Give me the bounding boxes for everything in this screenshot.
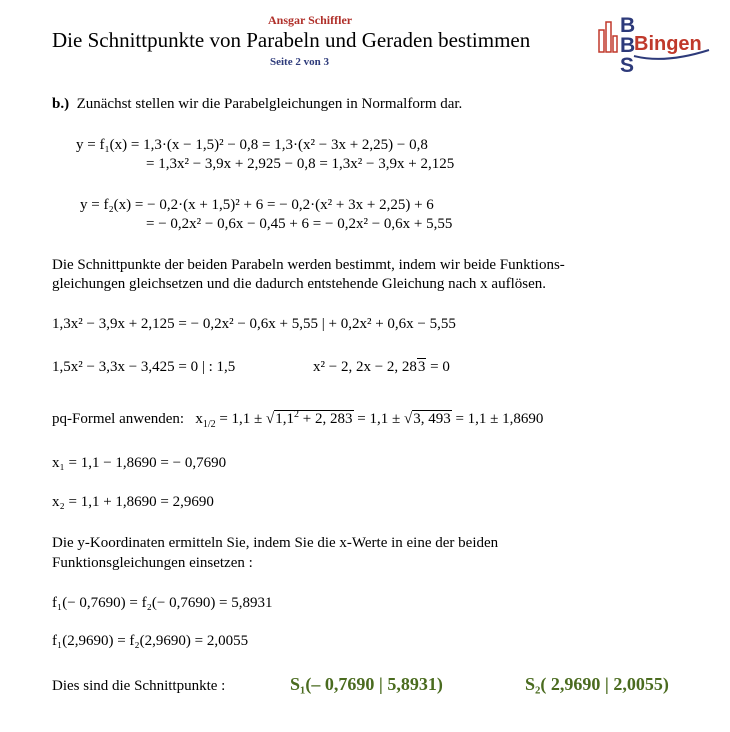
- eq-norm-b-repeat: 3: [417, 359, 426, 375]
- equation-set-equal: 1,3x² − 3,9x + 2,125 = − 0,2x² − 0,6x + 5,55 | + 0,2x² + 0,6x − 5,55: [52, 316, 456, 332]
- pq-radicand-1: [274, 410, 353, 427]
- para2-line2: Funktionsgleichungen einsetzen :: [52, 555, 253, 571]
- pq-eq3: = 1,1 ± 1,8690: [451, 411, 544, 427]
- pq-sub: 1/2: [202, 419, 216, 430]
- para1-line2: gleichungen gleichsetzen und die dadurch entstehende Gleichung nach x auflösen.: [52, 276, 546, 292]
- pq-rad1-sup: 2: [294, 409, 300, 420]
- equation-normalized-b: [313, 359, 450, 376]
- intro-text: Zunächst stellen wir die Parabelgleichungen in Normalform dar.: [76, 96, 463, 112]
- pq-line: pq-Formel anwenden: $x_{1/2} = 1,1 \pm √1,1^2 + 2$, 283 = 1,1 ± √3, 493 = 1,1 ± 1,8690: [52, 409, 544, 430]
- x1-solution: x₁ = 1,1 − 1,8690 = − 0,7690: [52, 455, 227, 471]
- logo-letter-b2: B: [620, 34, 636, 57]
- logo-letter-s: S: [620, 54, 635, 74]
- intro-line: [52, 96, 462, 113]
- f2-line1: y = f₂(x) = − 0,2·(x + 1,5)² + 6 = − 0,2·(x² + 3x + 2,25) + 6: [80, 197, 434, 213]
- pq-rad2-rep: 3: [443, 411, 451, 427]
- section-label: b.): [52, 96, 70, 112]
- result-label: Dies sind die Schnittpunkte :: [52, 678, 226, 694]
- intersection-point-s2: S₂( 2,9690 | 2,0055): [525, 674, 669, 694]
- pq-rad1-a: 1,1: [275, 411, 295, 427]
- eq-norm-b-prefix: x² − 2, 2x − 2, 28: [313, 359, 417, 375]
- x2-solution: x₂ = 1,1 + 1,8690 = 2,9690: [52, 494, 214, 510]
- page-title: Die Schnittpunkte von Parabeln und Geraden bestimmen: [52, 28, 531, 52]
- logo-bingen: Bingen: [634, 33, 702, 55]
- equation-normalized-a: 1,5x² − 3,3x − 3,425 = 0 | : 1,5: [52, 359, 236, 375]
- f1-line2: = 1,3x² − 3,9x + 2,925 − 0,8 = 1,3x² − 3,9x + 2,125: [146, 156, 455, 172]
- para1-line1: Die Schnittpunkte der beiden Parabeln werden bestimmt, indem wir beide Funktions-: [52, 257, 565, 273]
- page-number: Seite 2 von 3: [270, 56, 329, 68]
- logo-letter-b1: B: [620, 14, 636, 37]
- para2-line1: Die y-Koordinaten ermitteln Sie, indem Sie die x-Werte in eine der beiden: [52, 535, 499, 551]
- y2-value: f₁(2,9690) = f₂(2,9690) = 2,0055: [52, 633, 249, 649]
- pq-rad1-rep: 3: [345, 411, 353, 427]
- pq-rad2-a: 3, 49: [413, 411, 444, 427]
- intersection-point-s1: S₁(– 0,7690 | 5,8931): [290, 674, 443, 694]
- pq-label: pq-Formel anwenden:: [52, 411, 185, 427]
- pq-eq2: = 1,1 ±: [353, 411, 404, 427]
- y1-value: f₁(− 0,7690) = f₂(− 0,7690) = 5,8931: [52, 595, 273, 611]
- pq-radicand-2: [412, 410, 452, 427]
- f2-line2: = − 0,2x² − 0,6x − 0,45 + 6 = − 0,2x² − 0,6x + 5,55: [146, 216, 453, 232]
- pq-rad1-b: + 2, 28: [299, 411, 345, 427]
- f1-line1: y = f₁(x) = 1,3·(x − 1,5)² − 0,8 = 1,3·(x² − 3x + 2,25) − 0,8: [76, 137, 428, 153]
- pq-eq1: = 1,1 ±: [215, 411, 267, 427]
- author: Ansgar Schiffler: [268, 13, 353, 27]
- bbs-bingen-logo: [595, 12, 713, 74]
- eq-norm-b-suffix: = 0: [426, 359, 450, 375]
- pq-x: x: [195, 411, 203, 427]
